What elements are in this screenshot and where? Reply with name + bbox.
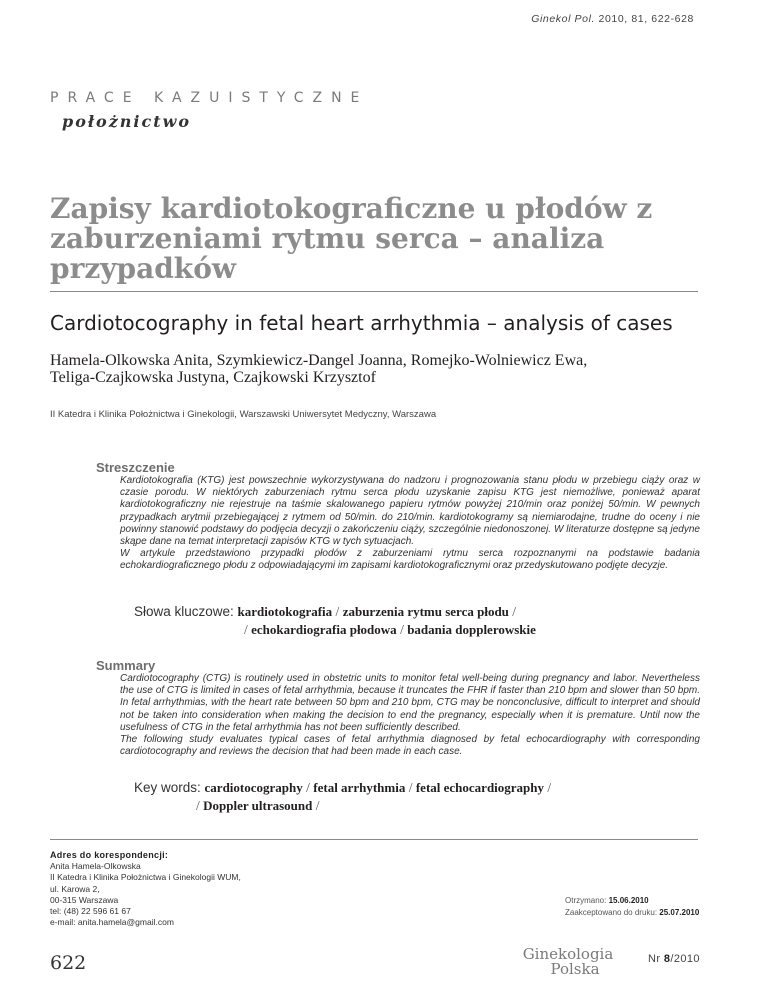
section-sublabel: położnictwo xyxy=(62,112,192,131)
email-address[interactable]: e-mail: anita.hamela@gmail.com xyxy=(50,917,174,928)
accepted-date: 25.07.2010 xyxy=(659,908,700,917)
abstract-en-body xyxy=(120,673,700,758)
authors-line-2: Teliga-Czajkowska Justyna, Czajkowski Krzysztof xyxy=(50,369,376,386)
footer-divider xyxy=(50,839,698,840)
title-polish: Zapisy kardiotokograficzne u płodów z zaburzeniami rytmu serca – analiza przypadków xyxy=(50,192,653,285)
abstract-en-heading: Summary xyxy=(96,658,156,673)
correspondence-address xyxy=(50,850,241,928)
address-line: tel: (48) 22 596 61 67 xyxy=(50,906,131,917)
citation-details: 2010, 81, 622-628 xyxy=(595,13,694,25)
address-line: Anita Hamela-Olkowska xyxy=(50,861,141,872)
address-line: II Katedra i Klinika Położnictwa i Ginekologii WUM, xyxy=(50,872,241,883)
issue-value: 8 xyxy=(663,953,671,965)
received-label: Otrzymano: xyxy=(565,896,609,905)
issue-year: /2010 xyxy=(670,953,700,965)
keywords-en-label: Key words: xyxy=(134,780,205,795)
abstract-en-paragraph-1: Cardiotocography (CTG) is routinely used in obstetric units to monitor fetal well-being during pregnancy and labor. Nevertheless the use of CTG is limited in cases of fetal arrhythmia, because it truncates the FHR if faster than 210 bpm and slower than 50 bpm. In fetal arrhythmias, with the heart rate between 50 bpm and 210 bpm, CTG may be nonconclusive, difficult to interpret and should not be taken into consideration when making the decision to end the pregnancy, especially when it is premature. Until now the usefulness of CTG in the fetal arrhythmia has not been sufficiently described. xyxy=(120,673,700,733)
keyword-term: echokardiografia płodowa xyxy=(251,622,397,637)
title-english: Cardiotocography in fetal heart arrhythmia – analysis of cases xyxy=(50,311,673,335)
abstract-pl-paragraph-1: Kardiotokografia (KTG) jest powszechnie wykorzystywana do nadzoru i prognozowania stanu płodu w przebiegu ciąży oraz w czasie porodu. W niektórych zaburzeniach rytmu serca płodu uzyskanie zapisu KTG jest niemożliwe, ponieważ aparat kardiotokograficzny nie rejestruje na taśmie skalowanego papieru rytmów powyżej 210/min oraz poniżej 50/min. W pewnych przypadkach arytmii przebiegającej z rytmem od 50/min. do 210/min. kardiotokogramy są niemiarodajne, trudne do oceny i nie powinny stanowić podstawy do podjęcia decyzji o zakończeniu ciąży, szczególnie niedonoszonej. W literaturze dostępne są jedyne skąpe dane na temat interpretacji zapisów KTG w tych sytuacjach. xyxy=(120,475,700,548)
keyword-term: fetal arrhythmia xyxy=(313,780,406,795)
keywords-pl: Słowa kluczowe: kardiotokografia / zaburzenia rytmu serca płodu / / echokardiografia płodowa / badania dopplerowskie xyxy=(134,604,536,637)
accepted-label: Zaakceptowano do druku: xyxy=(565,908,660,917)
affiliation: II Katedra i Klinika Położnictwa i Ginekologii, Warszawski Uniwersytet Medyczny, Warszawa xyxy=(50,409,437,420)
journal-citation xyxy=(531,13,694,25)
address-line: 00-315 Warszawa xyxy=(50,894,119,905)
keyword-term: cardiotocography xyxy=(204,780,303,795)
page-number: 622 xyxy=(50,952,87,974)
logo-line-2: Polska xyxy=(550,960,600,978)
logo-line-1: Ginekologia xyxy=(522,945,614,963)
keywords-pl-label: Słowa kluczowe: xyxy=(134,604,238,619)
authors xyxy=(50,352,710,386)
journal-name: Ginekol Pol. xyxy=(531,13,596,25)
keyword-term: zaburzenia rytmu serca płodu xyxy=(342,604,509,619)
abstract-pl-paragraph-2: W artykule przedstawiono przypadki płodów z zaburzeniami rytmu serca rozpoznanymi na podstawie badania echokardiograficznego płodu z odpowiadającymi im zapisami kardiotokograficznymi oraz przedyskutowano podjęte decyzje. xyxy=(120,548,700,572)
issue-prefix: Nr xyxy=(648,953,664,965)
issue-number xyxy=(648,953,700,965)
authors-line-1: Hamela-Olkowska Anita, Szymkiewicz-Dangel Joanna, Romejko-Wolniewicz Ewa, xyxy=(50,352,588,369)
abstract-en-paragraph-2: The following study evaluates typical cases of fetal arrhythmia diagnosed by fetal echocardiography with corresponding cardiotocography and reviews the decision that had been made in each case. xyxy=(120,734,700,758)
keyword-term: kardiotokografia xyxy=(237,604,333,619)
keyword-term: fetal echocardiography xyxy=(415,780,545,795)
address-line: ul. Karowa 2, xyxy=(50,883,100,894)
correspondence-heading: Adres do korespondencji: xyxy=(50,850,169,860)
keywords-en: Key words: cardiotocography / fetal arrhythmia / fetal echocardiography / / Doppler ultrasound / xyxy=(134,780,552,813)
section-label: PRACE KAZUISTYCZNE xyxy=(50,90,369,106)
title-divider xyxy=(50,291,698,292)
keyword-term: Doppler ultrasound xyxy=(203,798,313,813)
received-date: 15.06.2010 xyxy=(608,896,649,905)
journal-logo xyxy=(518,947,618,977)
abstract-pl-body xyxy=(120,475,700,573)
abstract-pl-heading: Streszczenie xyxy=(96,460,175,475)
submission-dates xyxy=(565,895,699,919)
keyword-term: badania dopplerowskie xyxy=(407,622,536,637)
